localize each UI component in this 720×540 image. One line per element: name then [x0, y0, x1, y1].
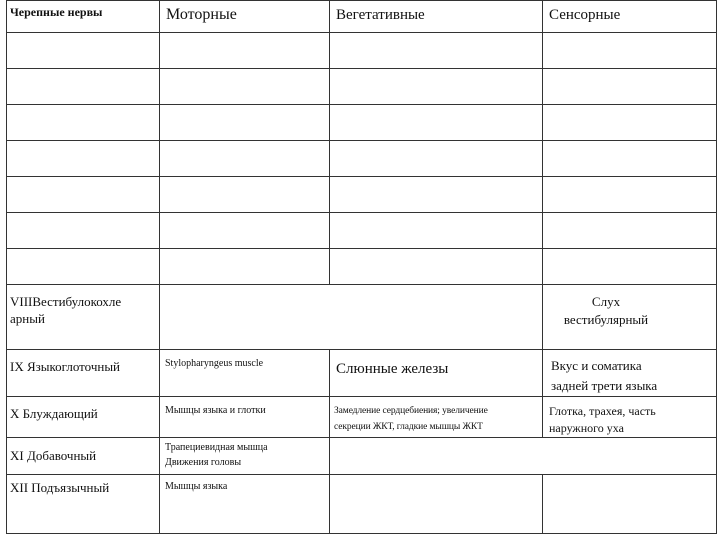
table-cell	[160, 213, 330, 249]
table-row	[7, 213, 717, 249]
table-cell	[330, 33, 543, 69]
table-cell	[330, 177, 543, 213]
row-xii	[7, 475, 717, 534]
table-row	[7, 69, 717, 105]
table-cell	[330, 213, 543, 249]
header-motor-label: Моторные	[166, 6, 237, 23]
table-cell	[160, 177, 330, 213]
table-cell	[543, 249, 717, 285]
header-vegetative	[330, 1, 543, 33]
header-vegetative-label: Вегетативные	[336, 7, 425, 23]
motor-cell	[160, 350, 330, 397]
table-cell	[543, 69, 717, 105]
nerve-name-cell	[7, 350, 160, 397]
motor-cell	[160, 397, 330, 438]
table-cell	[160, 69, 330, 105]
table-cell	[543, 177, 717, 213]
table-cell	[330, 69, 543, 105]
nerve-name-cell	[7, 397, 160, 438]
header-nerves	[7, 1, 160, 33]
sensory-text	[543, 285, 716, 329]
motor-text: Stylopharyngeus muscle	[165, 358, 264, 369]
motor-text	[160, 438, 329, 470]
header-sensory-label: Сенсорные	[549, 7, 621, 23]
motor-cell	[160, 438, 330, 475]
vegetative-text	[330, 397, 542, 435]
sensory-cell	[543, 350, 717, 397]
table-row	[7, 249, 717, 285]
table-cell	[160, 141, 330, 177]
table-cell	[543, 213, 717, 249]
table-cell	[7, 69, 160, 105]
nerve-name: XI Добавочный	[10, 448, 97, 463]
table-cell	[7, 177, 160, 213]
row-viii	[7, 285, 717, 350]
table-row	[7, 33, 717, 69]
header-nerves-label: Черепные нервы	[10, 5, 103, 19]
row-ix	[7, 350, 717, 397]
nerve-name-cell	[7, 475, 160, 534]
sensory-text	[543, 350, 716, 396]
motor-text: Мышцы языка	[165, 481, 228, 492]
table-cell	[7, 249, 160, 285]
motor-line1: Трапециевидная мышца	[165, 442, 268, 453]
nerve-name: IX Языкоглоточный	[10, 359, 121, 374]
table-cell	[330, 249, 543, 285]
table-cell	[160, 249, 330, 285]
table-cell	[330, 141, 543, 177]
table-cell	[330, 105, 543, 141]
sensory-text	[543, 397, 716, 437]
sensory-line2: наружного уха	[549, 421, 624, 435]
nerve-name-cell	[7, 438, 160, 475]
sensory-cell	[543, 285, 717, 350]
header-row	[7, 1, 717, 33]
table-cell	[7, 105, 160, 141]
nerve-name-cell	[7, 285, 160, 350]
vegetative-line1: Замедление сердцебиения; увеличение	[334, 406, 488, 416]
sensory-line2: вестибулярный	[563, 312, 649, 327]
table-cell	[160, 105, 330, 141]
table-cell	[543, 475, 717, 534]
nerve-name	[7, 285, 159, 327]
table-cell	[7, 33, 160, 69]
table-row	[7, 141, 717, 177]
motor-text: Мышцы языка и глотки	[165, 405, 266, 416]
table-cell	[7, 141, 160, 177]
table-cell	[543, 33, 717, 69]
sensory-line1: Глотка, трахея, часть	[549, 404, 656, 418]
row-xi	[7, 438, 717, 475]
table-cell	[543, 141, 717, 177]
cranial-nerves-table	[6, 0, 717, 534]
sensory-cell	[543, 397, 717, 438]
vegetative-line2: секреции ЖКТ, гладкие мышцы ЖКТ	[334, 422, 483, 432]
vegetative-cell	[330, 350, 543, 397]
table-row	[7, 177, 717, 213]
nerve-name-line2: арный	[10, 311, 45, 326]
vegetative-cell	[330, 397, 543, 438]
sensory-line2: задней трети языка	[551, 378, 658, 393]
table-cell	[7, 213, 160, 249]
nerve-name-line1: VIIIВестибулокохле	[10, 294, 122, 309]
table-cell	[330, 475, 543, 534]
sensory-line1: Слух	[591, 294, 621, 309]
nerve-name: X Блуждающий	[10, 406, 98, 421]
table-row	[7, 105, 717, 141]
vegetative-sensory-cell	[330, 438, 717, 475]
header-sensory	[543, 1, 717, 33]
header-motor	[160, 1, 330, 33]
nerve-name: XII Подъязычный	[10, 480, 110, 495]
row-x	[7, 397, 717, 438]
motor-line2: Движения головы	[165, 457, 242, 468]
table-cell	[160, 33, 330, 69]
table-cell	[543, 105, 717, 141]
motor-cell	[160, 475, 330, 534]
sensory-line1: Вкус и соматика	[551, 358, 642, 373]
motor-vegetative-cell	[160, 285, 543, 350]
vegetative-text: Слюнные железы	[336, 361, 449, 377]
